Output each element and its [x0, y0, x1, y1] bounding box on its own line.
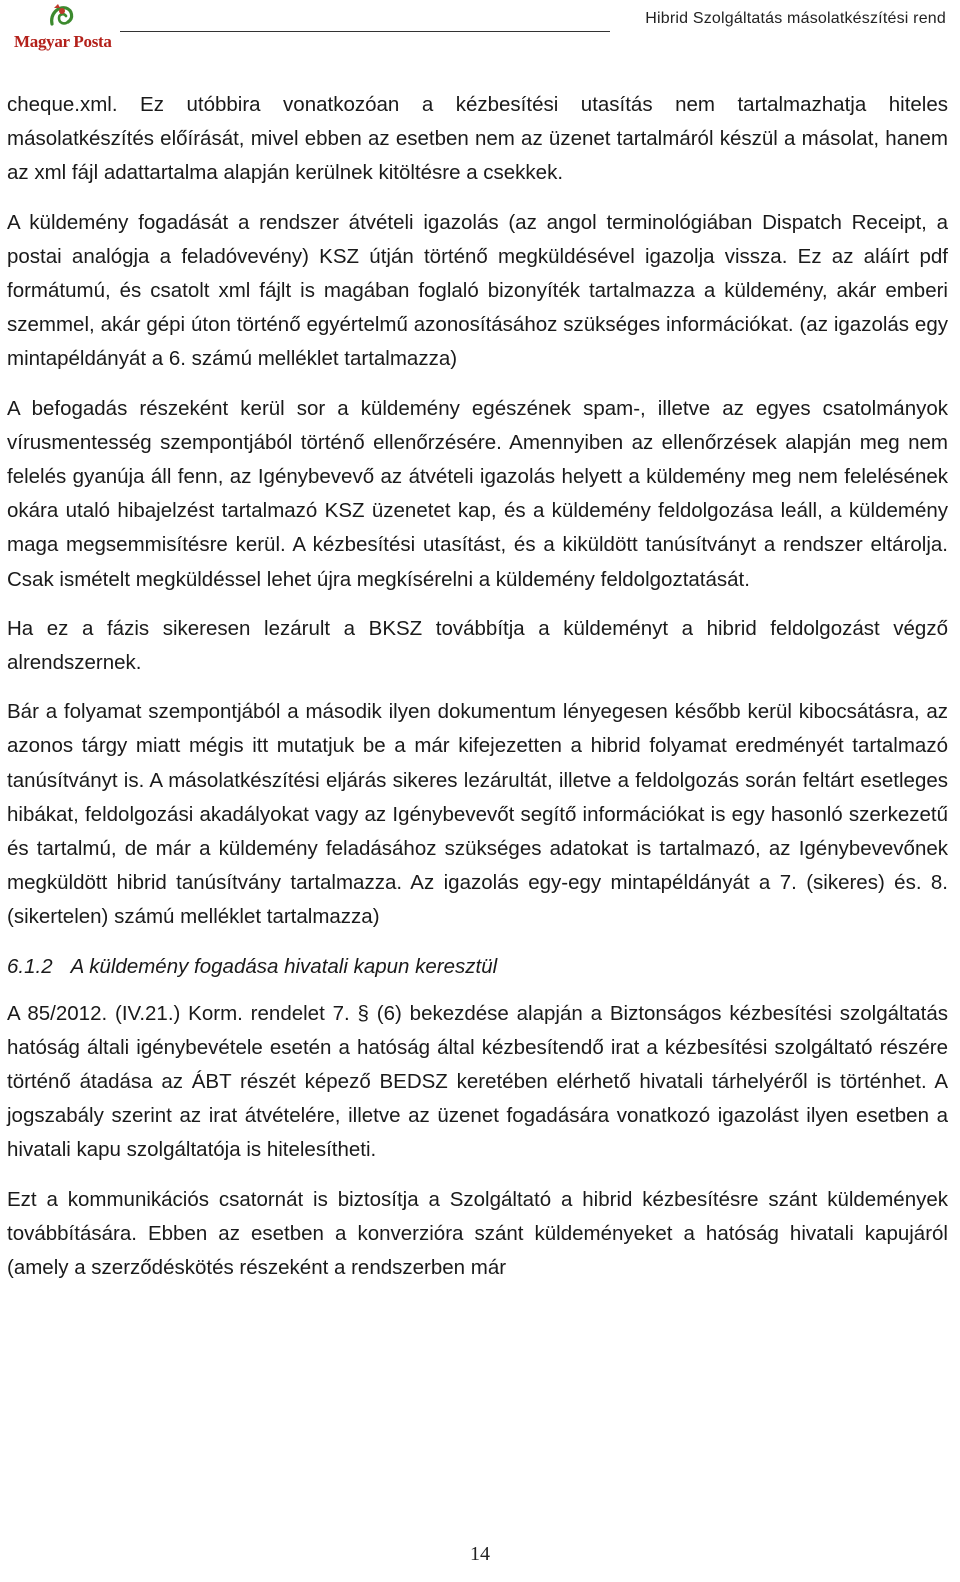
- section-title: A küldemény fogadása hivatali kapun keresztül: [70, 954, 498, 978]
- document-body: [7, 88, 948, 1300]
- paragraph: A befogadás részeként kerül sor a küldemény egészének spam-, illetve az egyes csatolmányok vírusmentesség szempontjából történő ellenőrzésére. Amennyiben az ellenőrzések alapján meg nem felelés gyanúja áll fenn, az Igénybevevő az átvételi igazolás helyett a küldemény meg nem felelésének okára utaló hibajelzést tartalmazó KSZ üzenetet kap, és a küldemény feldolgozása leáll, a küldemény maga megsemmisítésre kerül. A kézbesítési utasítást, és a kiküldött tanúsítványt a rendszer eltárolja. Csak ismételt megküldéssel lehet újra megkísérelni a küldemény feldolgoztatását.: [7, 396, 948, 591]
- paragraph: cheque.xml. Ez utóbbira vonatkozóan a kézbesítési utasítás nem tartalmazhatja hiteles másolatkészítés előírását, mivel ebben az esetben nem az üzenet tartalmáról készül a másolat, hanem az xml fájl adattartalma alapján kerülnek kitöltésre a csekkek.: [7, 93, 948, 185]
- section-heading: [7, 950, 948, 984]
- magyar-posta-logo: [14, 2, 112, 56]
- paragraph: Bár a folyamat szempontjából a második ilyen dokumentum lényegesen később kerül kibocsátásra, az azonos tárgy miatt mégis itt mutatjuk be a már kifejezetten a hibrid folyamat eredményét tartalmazó tanúsítványt is. A másolatkészítési eljárás sikeres lezárultát, illetve a feldolgozás során feltárt esetleges hibákat, feldolgozási akadályokat vagy az Igénybevevőt segítő információkat is egy hasonló szerkezetű és tartalmú, de már a küldemény feladásához szükséges adatokat is tartalmazó, az Igénybevevőnek megküldött hibrid tanúsítvány tartalmazza. Az igazolás egy-egy mintapéldányát a 7. (sikeres) és. 8. (sikertelen) számú melléklet tartalmazza): [7, 700, 948, 929]
- logo-text: Magyar Posta: [14, 32, 112, 51]
- paragraph: Ha ez a fázis sikeresen lezárult a BKSZ továbbítja a küldeményt a hibrid feldolgozást végző alrendszernek.: [7, 616, 948, 675]
- section-number: 6.1.2: [7, 954, 53, 978]
- page-header: [0, 0, 960, 62]
- paragraph: Ezt a kommunikációs csatornát is biztosítja a Szolgáltató a hibrid kézbesítésre szánt küldemények továbbítására. Ebben az esetben a konverzióra szánt küldeményeket a hatóság hivatali kapujáról (amely a szerződéskötés részeként a rendszerben már: [7, 1187, 948, 1280]
- paragraph: A küldemény fogadását a rendszer átvételi igazolás (az angol terminológiában Dispatch Receipt, a postai analógja a feladóvevény) KSZ útján történő megküldésével igazolja vissza. Ez az aláírt pdf formátumú, és csatolt xml fájlt is magában foglaló bizonyíték tartalmazza a küldemény, akár emberi szemmel, akár gépi úton történő egyértelmű azonosításához szükséges információkat. (az igazolás egy mintapéldányát a 6. számú melléklet tartalmazza): [7, 210, 948, 371]
- header-title: Hibrid Szolgáltatás másolatkészítési rend: [645, 10, 946, 27]
- page-number: 14: [470, 1543, 490, 1565]
- header-rule: [120, 31, 610, 32]
- paragraph: A 85/2012. (IV.21.) Korm. rendelet 7. § (6) bekezdése alapján a Biztonságos kézbesítési szolgáltatás hatóság általi igénybevétele esetén a hatóság által kézbesítendő irat a kézbesítési szolgáltató részére történő átadása az ÁBT részét képező BEDSZ keretében elérhető hivatali tárhelyéről is történhet. A jogszabály szerint az irat átvételére, illetve az üzenet fogadására vonatkozó igazolást ilyen esetben a hivatali kapu szolgáltatója is hitelesítheti.: [7, 1001, 948, 1162]
- posthorn-icon: [48, 2, 78, 32]
